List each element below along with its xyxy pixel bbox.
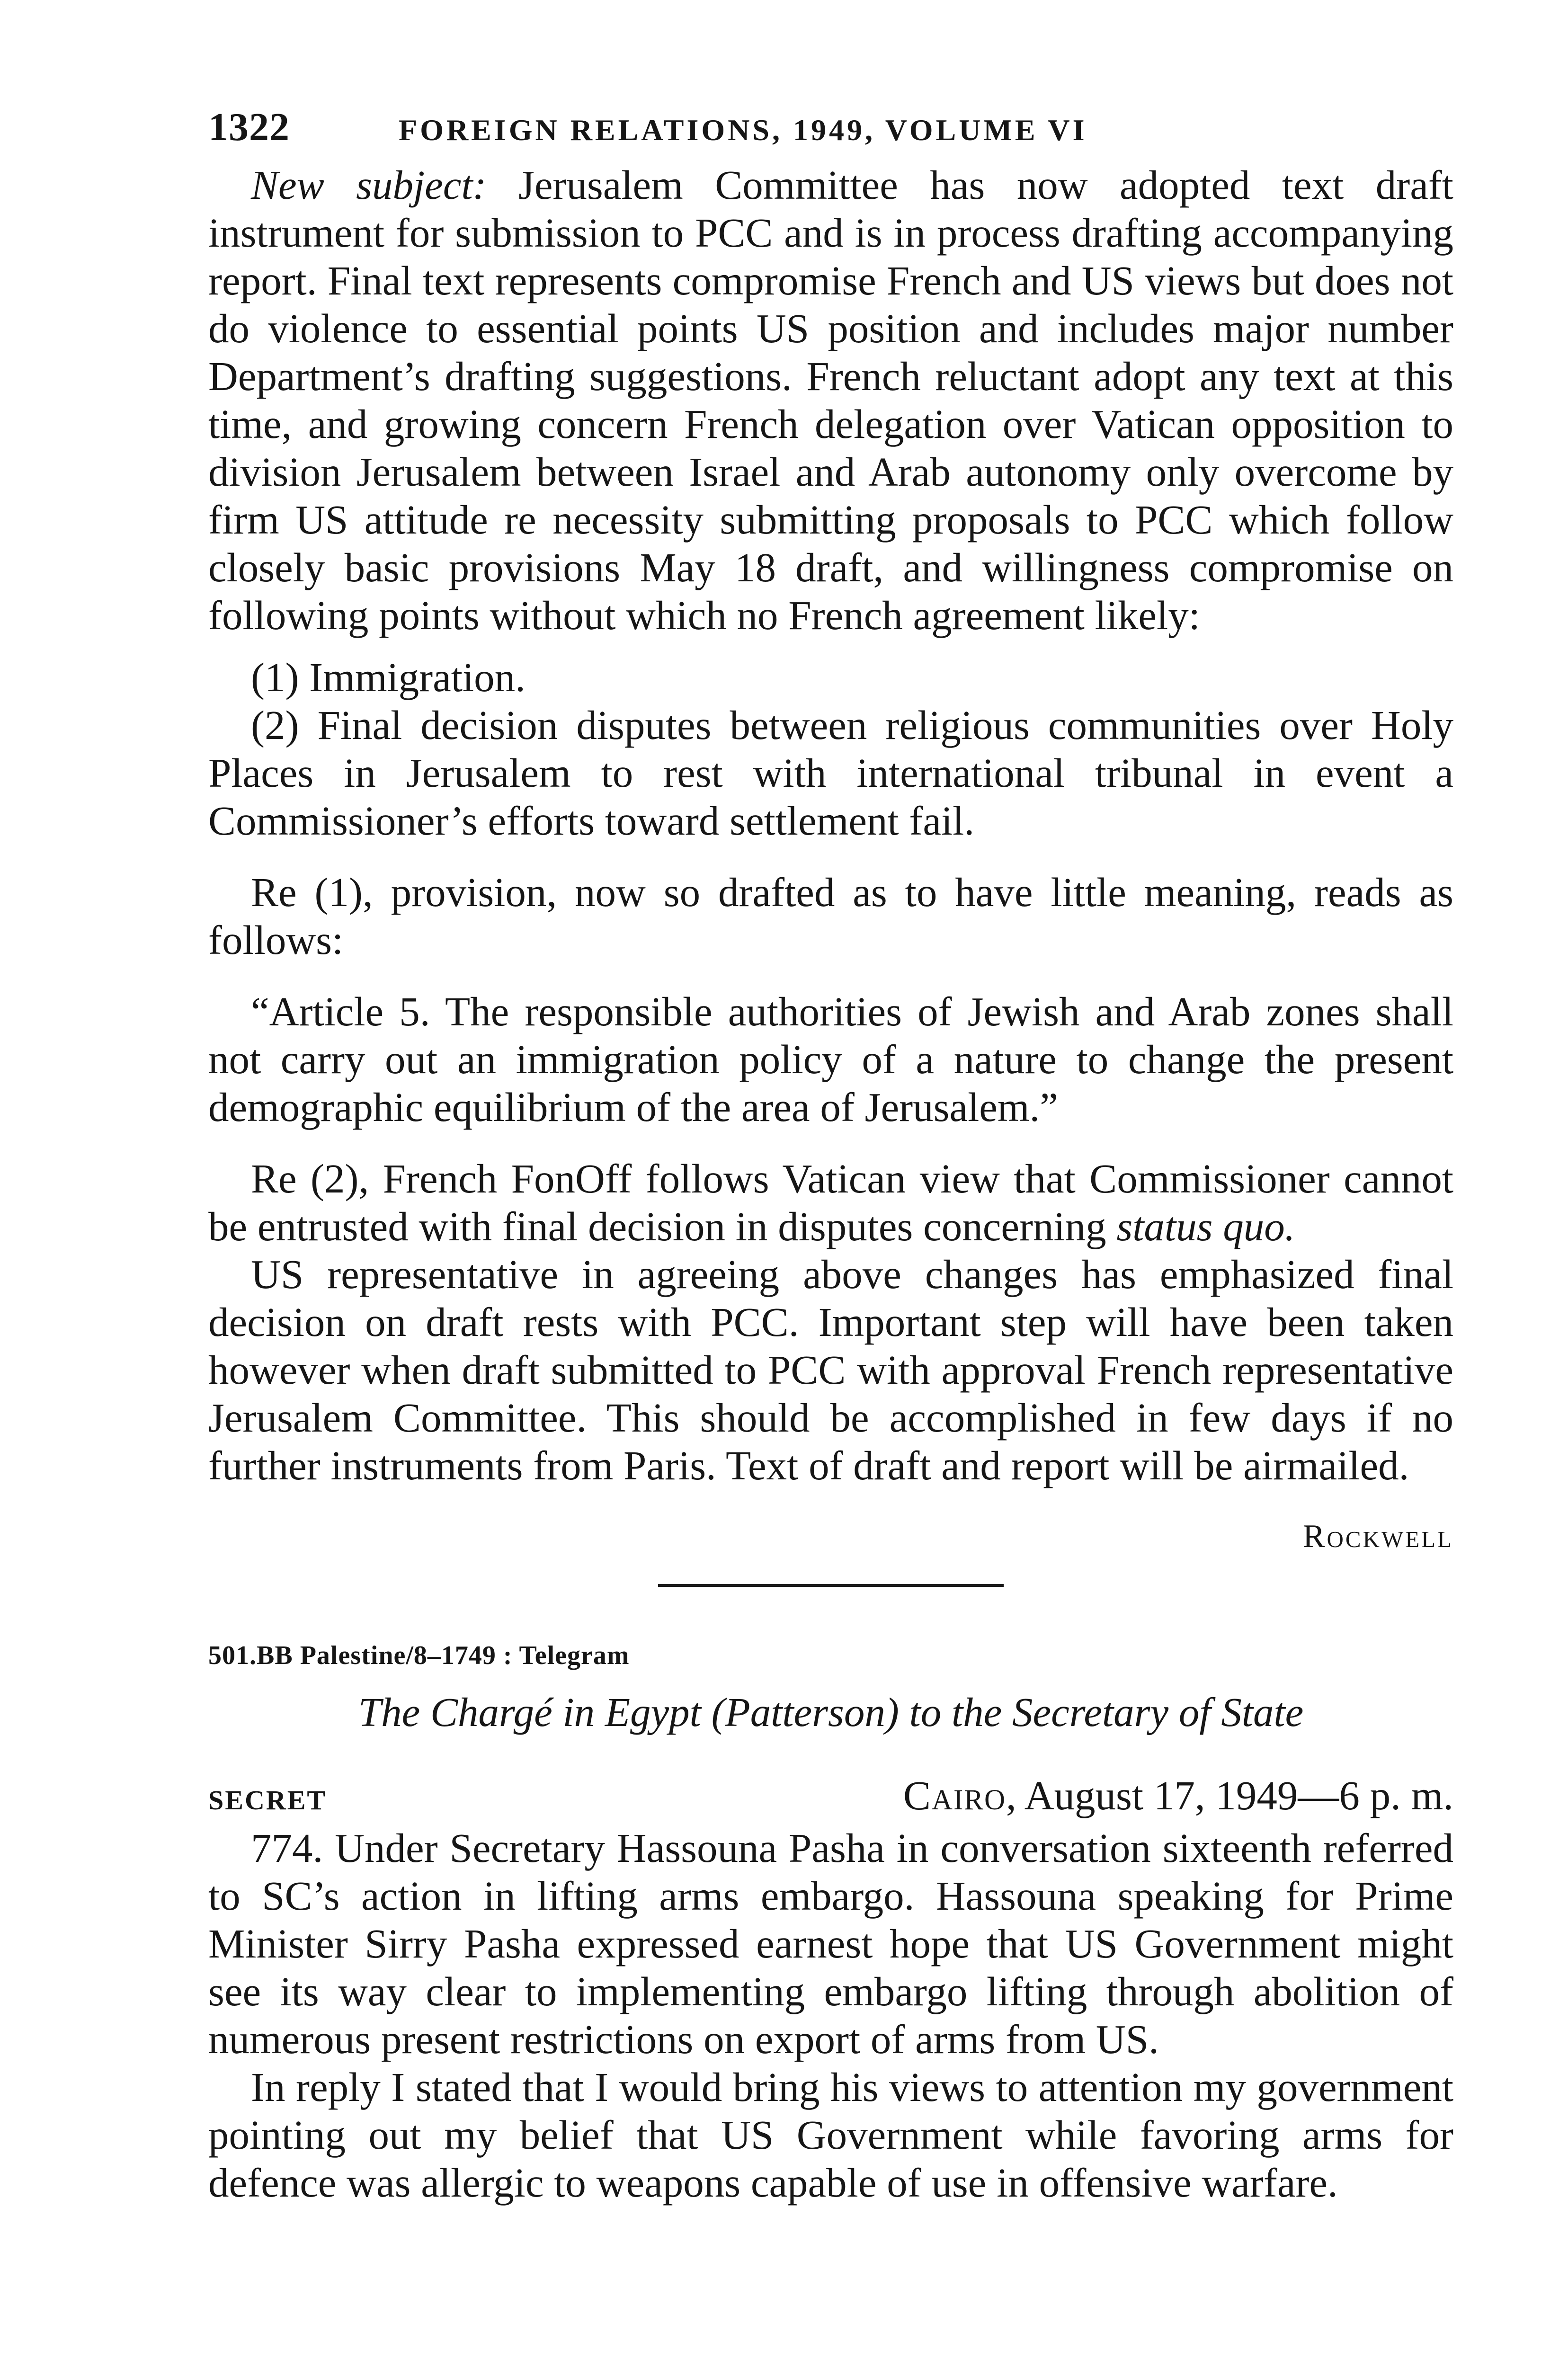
article-5-quote: “Article 5. The responsible authorities of Jewish and Arab zones shall not carry out an immigration policy of a nature to change the present demographic equilibrium of the area of Jerusalem.” <box>208 988 1453 1130</box>
list-item-final-decision: (2) Final decision disputes between religious communities over Holy Places in Jerusalem to rest with international tribunal in event a Commissioner’s efforts toward settlement fail. <box>208 702 1453 844</box>
section-divider <box>658 1584 1004 1587</box>
list-item-immigration: (1) Immigration. <box>251 654 526 700</box>
dateline-date: , August 17, 1949—6 p. m. <box>1006 1772 1453 1818</box>
paragraph-re-2 <box>208 1155 1453 1250</box>
paragraph-us-representative: US representative in agreeing above changes has emphasized final decision on draft rests with PCC. Important step will have been taken however when draft submitted to PCC with approval French representative Jerusalem Committee. This should be accomplished in few days if no further instruments from Paris. Text of draft and report will be airmailed. <box>208 1251 1453 1488</box>
paragraph-re-1: Re (1), provision, now so drafted as to have little meaning, reads as follows: <box>208 869 1453 963</box>
page-header <box>208 104 1453 161</box>
paragraph-new-subject <box>208 161 1453 639</box>
file-reference: 501.BB Palestine/8–1749 : Telegram <box>208 1641 630 1670</box>
re-2-text: Re (2), French FonOff follows Vatican view that Commissioner cannot be entrusted with final decision in disputes concerning <box>208 1156 1453 1249</box>
dateline-city: Cairo <box>903 1772 1007 1818</box>
classification-label: SECRET <box>208 1785 327 1815</box>
page-number: 1322 <box>208 105 290 149</box>
running-head: FOREIGN RELATIONS, 1949, VOLUME VI <box>399 113 1087 147</box>
place-and-date <box>903 1771 1453 1819</box>
dateline <box>208 1771 1453 1824</box>
document-page <box>208 104 1453 2207</box>
status-quo-italic: status quo. <box>1116 1203 1295 1249</box>
signature-rockwell: Rockwell <box>1302 1518 1453 1555</box>
document-title: The Chargé in Egypt (Patterson) to the Secretary of State <box>358 1689 1304 1735</box>
paragraph-774: 774. Under Secretary Hassouna Pasha in conversation sixteenth referred to SC’s action in lifting arms embargo. Hassouna speaking for Prime Minister Sirry Pasha expressed earnest hope that US Government might see its way clear to implementing embargo lifting through abolition of numerous present restrictions on export of arms from US. <box>208 1825 1453 2062</box>
new-subject-text: Jerusalem Committee has now adopted text draft instrument for submission to PCC and is in process drafting accompanying report. Final text represents compromise French and US views but does not do violence to essential points US position and includes major number Department’s drafting suggestions. French reluctant adopt any text at this time, and growing concern French delegation over Vatican opposition to division Jerusalem between Israel and Arab autonomy only overcome by firm US attitude re necessity submitting proposals to PCC which follow closely basic provisions May 18 draft, and willingness compromise on following points without which no French agreement likely: <box>208 162 1453 638</box>
paragraph-in-reply: In reply I stated that I would bring his views to attention my government pointing out my belief that US Government while favoring arms for defence was allergic to weapons capable of use in offensive warfare. <box>208 2064 1453 2206</box>
new-subject-lead: New subject: <box>251 162 487 208</box>
